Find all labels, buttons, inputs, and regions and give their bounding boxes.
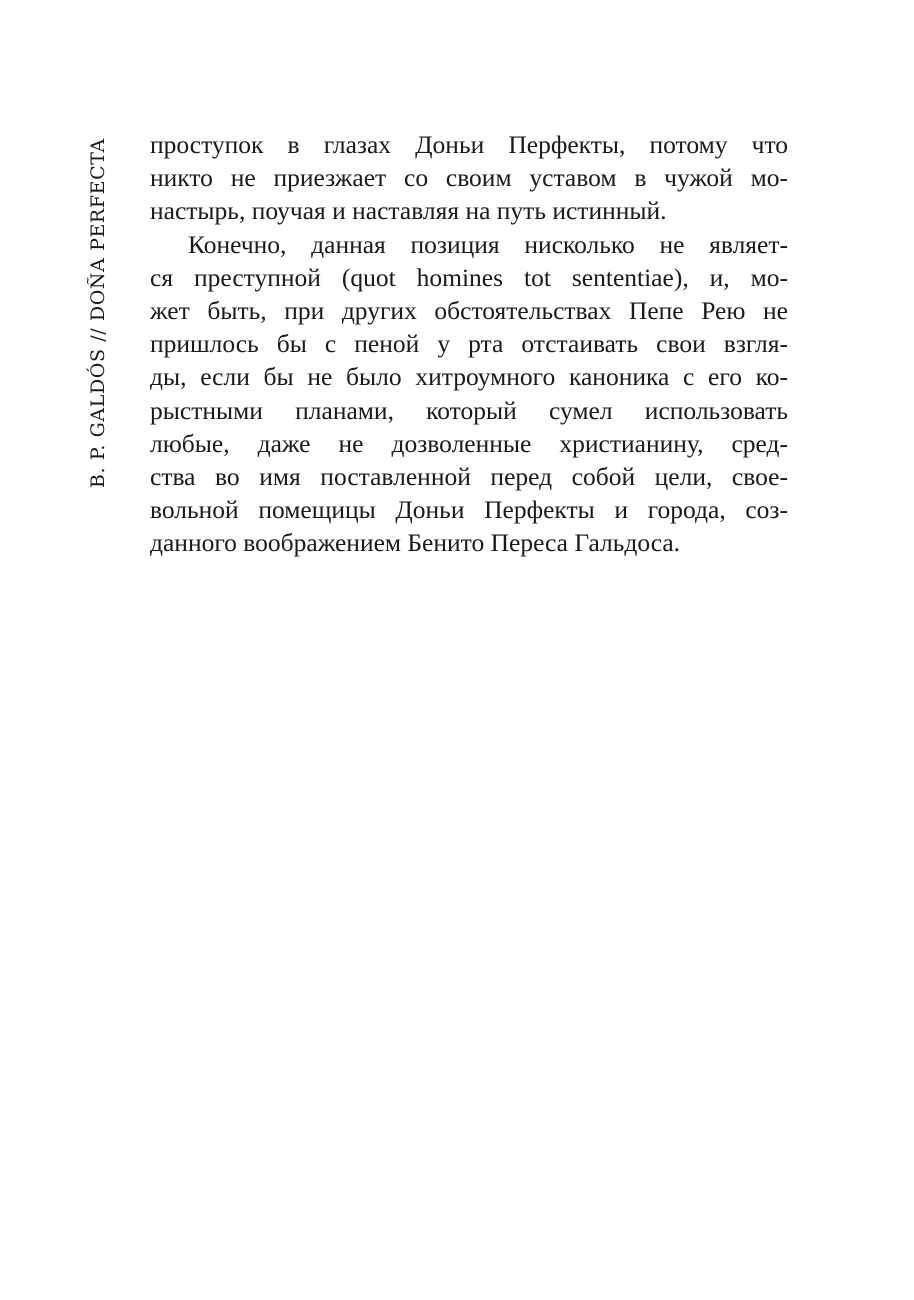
text-line: вольной помещицы Доньи Перфекты и города, соз- <box>150 495 788 525</box>
text-line: ся преступной (quot homines tot sententiae), и, мо- <box>150 262 788 292</box>
text-line: ды, если бы не было хитроумного каноника с его ко- <box>150 362 788 392</box>
text-line: ства во имя поставленной перед собой цели, свое- <box>150 461 788 491</box>
text-line: рыстными планами, который сумел использовать <box>150 395 788 425</box>
body-text <box>150 128 788 559</box>
text-line: жет быть, при других обстоятельствах Пепе Рею не <box>150 295 788 325</box>
paragraph-2 <box>150 228 788 560</box>
text-line: никто не приезжает со своим уставом в чужой мо- <box>150 163 788 193</box>
text-line: настырь, поучая и наставляя на путь истинный. <box>150 196 667 226</box>
text-line: проступок в глазах Доньи Перфекты, потому что <box>150 130 788 159</box>
text-line: данного воображением Бенито Переса Гальдоса. <box>150 528 681 558</box>
text-line: пришлось бы с пеной у рта отстаивать свои взгля- <box>150 329 788 359</box>
text-line: Конечно, данная позиция нисколько не являет- <box>188 229 788 259</box>
running-head: B. P. GALDÓS // DOÑA PERFECTA <box>87 138 109 488</box>
text-line: любые, даже не дозволенные христианину, сред- <box>150 428 788 458</box>
paragraph-1 <box>150 128 788 228</box>
